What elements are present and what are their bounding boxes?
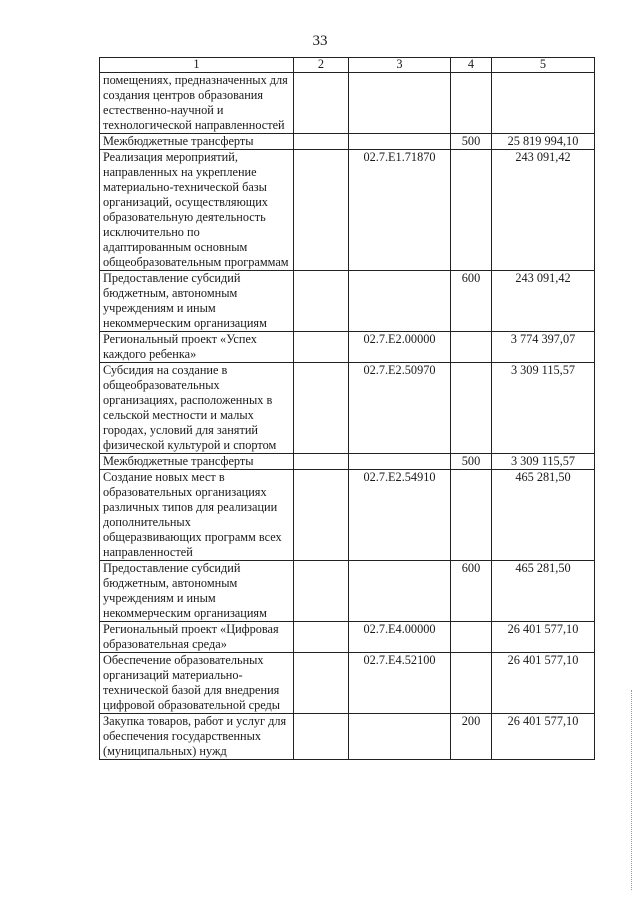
row-col2: [294, 73, 349, 134]
row-name: Создание новых мест в образовательных организациях различных типов для реализации дополнительных общеразвивающих программ всех направленностей: [100, 470, 294, 561]
row-col2: [294, 470, 349, 561]
table-row: [100, 73, 595, 134]
row-expense-type: 200: [451, 714, 492, 760]
row-expense-type: [451, 653, 492, 714]
row-name: Региональный проект «Успех каждого ребенка»: [100, 332, 294, 363]
row-amount: 3 309 115,57: [492, 363, 595, 454]
column-header-4: 4: [451, 58, 492, 73]
row-code: [349, 714, 451, 760]
table-row: [100, 714, 595, 760]
row-col2: [294, 363, 349, 454]
row-expense-type: [451, 332, 492, 363]
row-name: Субсидия на создание в общеобразовательных организациях, расположенных в сельской местности и малых городах, условий для занятий физической культурой и спортом: [100, 363, 294, 454]
row-amount: 26 401 577,10: [492, 622, 595, 653]
table-row: [100, 363, 595, 454]
row-amount: 26 401 577,10: [492, 714, 595, 760]
table-row: [100, 271, 595, 332]
row-code: 02.7.E4.52100: [349, 653, 451, 714]
row-code: 02.7.E4.00000: [349, 622, 451, 653]
row-amount: 26 401 577,10: [492, 653, 595, 714]
row-expense-type: [451, 470, 492, 561]
row-name: Реализация мероприятий, направленных на укрепление материально-технической базы организаций, осуществляющих образовательную деятельность исключительно по адаптированным основным общеобразовательным программам: [100, 150, 294, 271]
row-name: помещениях, предназначенных для создания центров образования естественно-научной и технологической направленностей: [100, 73, 294, 134]
row-code: [349, 561, 451, 622]
row-code: [349, 134, 451, 150]
row-amount: 465 281,50: [492, 470, 595, 561]
row-expense-type: 600: [451, 561, 492, 622]
table-row: [100, 150, 595, 271]
row-col2: [294, 561, 349, 622]
row-col2: [294, 454, 349, 470]
row-amount: 243 091,42: [492, 150, 595, 271]
row-amount: 3 309 115,57: [492, 454, 595, 470]
row-expense-type: 600: [451, 271, 492, 332]
row-code: [349, 271, 451, 332]
row-col2: [294, 653, 349, 714]
table-row: [100, 134, 595, 150]
row-name: Закупка товаров, работ и услуг для обеспечения государственных (муниципальных) нужд: [100, 714, 294, 760]
budget-table: [99, 57, 595, 760]
column-header-2: 2: [294, 58, 349, 73]
row-expense-type: 500: [451, 454, 492, 470]
row-col2: [294, 271, 349, 332]
column-header-3: 3: [349, 58, 451, 73]
row-amount: 25 819 994,10: [492, 134, 595, 150]
row-code: [349, 73, 451, 134]
row-name: Предоставление субсидий бюджетным, автономным учреждениям и иным некоммерческим организациям: [100, 271, 294, 332]
column-header-5: 5: [492, 58, 595, 73]
column-header-1: 1: [100, 58, 294, 73]
table-row: [100, 454, 595, 470]
page-number: 33: [312, 33, 328, 49]
row-col2: [294, 714, 349, 760]
row-code: 02.7.E2.54910: [349, 470, 451, 561]
row-code: 02.7.E2.00000: [349, 332, 451, 363]
row-col2: [294, 332, 349, 363]
row-expense-type: 500: [451, 134, 492, 150]
row-col2: [294, 622, 349, 653]
row-name: Межбюджетные трансферты: [100, 134, 294, 150]
row-code: [349, 454, 451, 470]
row-name: Предоставление субсидий бюджетным, автономным учреждениям и иным некоммерческим организациям: [100, 561, 294, 622]
row-expense-type: [451, 73, 492, 134]
row-expense-type: [451, 622, 492, 653]
row-amount: [492, 73, 595, 134]
row-expense-type: [451, 150, 492, 271]
table-header-row: [100, 58, 595, 73]
row-name: Межбюджетные трансферты: [100, 454, 294, 470]
row-amount: 465 281,50: [492, 561, 595, 622]
scan-margin-marks: [631, 690, 634, 890]
table-row: [100, 653, 595, 714]
row-code: 02.7.E2.50970: [349, 363, 451, 454]
row-amount: 3 774 397,07: [492, 332, 595, 363]
table-row: [100, 470, 595, 561]
table-row: [100, 332, 595, 363]
row-col2: [294, 134, 349, 150]
table-row: [100, 622, 595, 653]
row-amount: 243 091,42: [492, 271, 595, 332]
row-name: Региональный проект «Цифровая образовательная среда»: [100, 622, 294, 653]
row-expense-type: [451, 363, 492, 454]
table-row: [100, 561, 595, 622]
row-col2: [294, 150, 349, 271]
row-code: 02.7.E1.71870: [349, 150, 451, 271]
row-name: Обеспечение образовательных организаций материально-технической базой для внедрения цифровой образовательной среды: [100, 653, 294, 714]
